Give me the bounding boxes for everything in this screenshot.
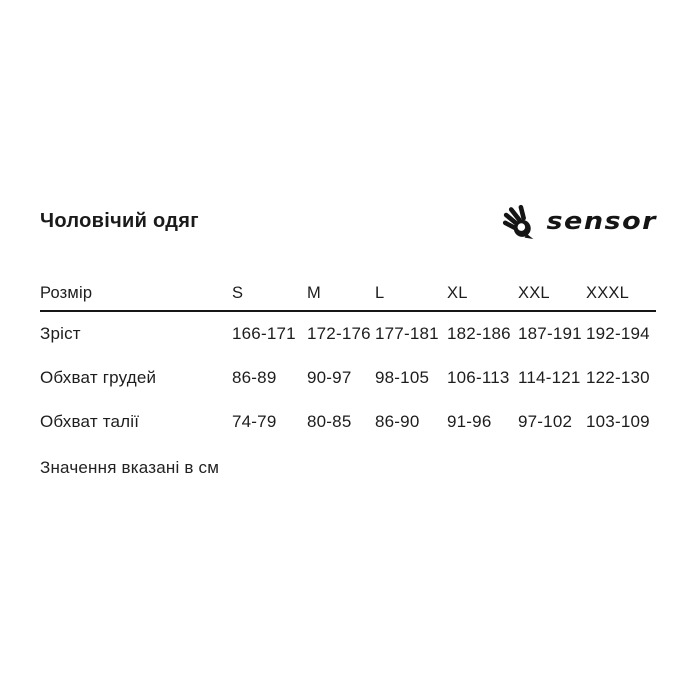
size-value-cell: 86-89	[232, 368, 277, 387]
size-table	[40, 276, 656, 444]
size-column-header-xl: XL	[447, 283, 468, 302]
row-label: Обхват талії	[40, 412, 140, 431]
size-value-cell: 98-105	[375, 368, 430, 387]
size-value-cell: 106-113	[447, 368, 510, 387]
size-value-cell: 172-176	[307, 324, 371, 343]
size-column-header-xxxl: XXXL	[586, 283, 629, 302]
row-label: Зріст	[40, 324, 81, 343]
size-value-cell: 182-186	[447, 324, 511, 343]
size-value-cell: 114-121	[518, 368, 581, 387]
brand-logo	[502, 202, 657, 240]
glove-hand-icon	[502, 202, 537, 240]
size-value-cell: 91-96	[447, 412, 492, 431]
table-row-waist	[40, 400, 656, 444]
size-value-cell: 103-109	[586, 412, 650, 431]
size-value-cell: 90-97	[307, 368, 352, 387]
row-label: Обхват грудей	[40, 368, 157, 387]
page-title: Чоловічий одяг	[40, 209, 199, 232]
units-note: Значення вказані в см	[40, 458, 220, 477]
page-header	[40, 200, 657, 242]
size-column-header-xxl: XXL	[518, 283, 550, 302]
size-value-cell: 192-194	[586, 324, 650, 343]
size-value-cell: 80-85	[307, 412, 352, 431]
size-column-header-s: S	[232, 283, 244, 302]
size-value-cell: 177-181	[375, 324, 439, 343]
size-value-cell: 122-130	[586, 368, 650, 387]
size-value-cell: 97-102	[518, 412, 573, 431]
table-row-height	[40, 312, 656, 356]
table-row-chest	[40, 356, 656, 400]
size-value-cell: 187-191	[518, 324, 582, 343]
size-column-header-m: M	[307, 283, 321, 302]
table-header-row	[40, 276, 656, 312]
brand-wordmark: sensor	[546, 207, 657, 235]
size-value-cell: 74-79	[232, 412, 277, 431]
size-column-header-l: L	[375, 283, 385, 302]
table-header-label: Розмір	[40, 283, 93, 302]
size-value-cell: 166-171	[232, 324, 296, 343]
size-value-cell: 86-90	[375, 412, 420, 431]
